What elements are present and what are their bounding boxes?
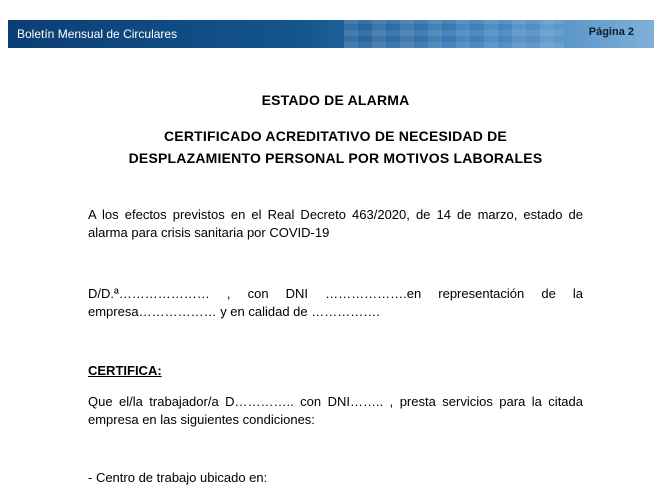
subheading-line-1: CERTIFICADO ACREDITATIVO DE NECESIDAD DE — [164, 128, 507, 144]
document-subheading — [88, 125, 583, 169]
page-number: Página 2 — [588, 26, 634, 38]
certifica-label: CERTIFICA: — [88, 363, 162, 378]
worker-line-1: Que el/la trabajador/a D………….. con DNI…….. , presta servicios para la citada — [88, 394, 583, 409]
bulletin-title: Boletín Mensual de Circulares — [17, 27, 178, 41]
intro-paragraph — [88, 206, 583, 242]
workplace-line: - Centro de trabajo ubicado en: — [88, 470, 268, 485]
page-header-bar — [8, 20, 654, 48]
header-decoration — [344, 20, 564, 48]
subheading-line-2: DESPLAZAMIENTO PERSONAL POR MOTIVOS LABORALES — [128, 150, 543, 166]
worker-paragraph — [88, 393, 583, 429]
document-heading: ESTADO DE ALARMA — [261, 92, 410, 108]
declarant-line-2: empresa……………… y en calidad de ……………. — [88, 304, 380, 319]
worker-line-2: empresa en las siguientes condiciones: — [88, 412, 315, 427]
intro-line-1: A los efectos previstos en el Real Decreto 463/2020, de 14 de marzo, estado de — [88, 207, 583, 222]
declarant-line-1: D/D.ª………………… , con DNI ……………….en representación de la — [88, 286, 583, 301]
declarant-paragraph — [88, 285, 583, 321]
intro-line-2: alarma para crisis sanitaria por COVID-19 — [88, 225, 330, 240]
